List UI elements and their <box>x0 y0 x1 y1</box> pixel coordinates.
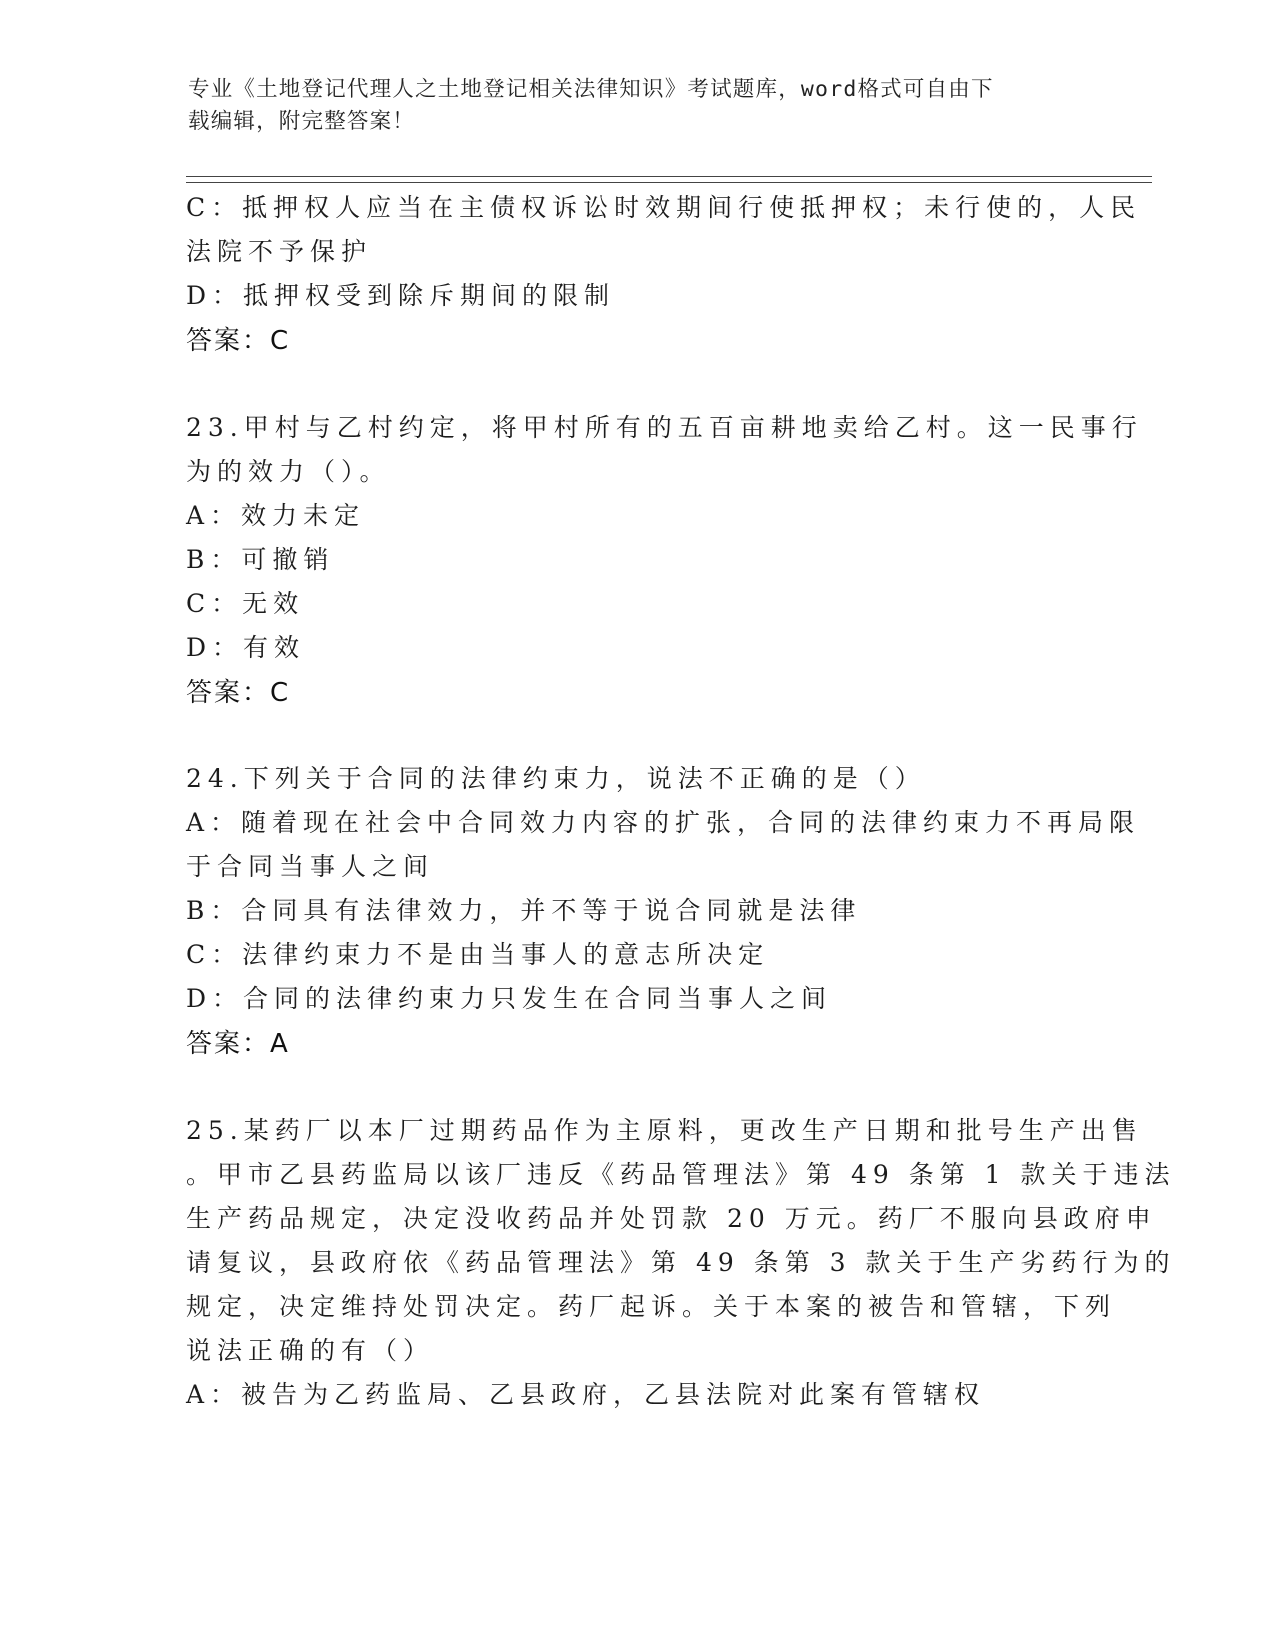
header-line-1: 专业《土地登记代理人之土地登记相关法律知识》考试题库，word格式可自由下 <box>188 77 994 102</box>
q23-answer: 答案：C <box>186 678 291 708</box>
q25-option-a: A：被告为乙药监局、乙县政府，乙县法院对此案有管辖权 <box>186 1380 986 1409</box>
q23-stem-line-1: 23.甲村与乙村约定，将甲村所有的五百亩耕地卖给乙村。这一民事行 <box>186 413 1143 442</box>
q25-stem-line-4: 请复议，县政府依《药品管理法》第 49 条第 3 款关于生产劣药行为的 <box>186 1248 1176 1277</box>
q24-option-d: D：合同的法律约束力只发生在合同当事人之间 <box>186 984 833 1013</box>
q24-option-b: B：合同具有法律效力，并不等于说合同就是法律 <box>186 896 862 925</box>
q25-stem-line-6: 说法正确的有（） <box>186 1336 435 1365</box>
q24-option-a-line-2: 于合同当事人之间 <box>186 852 435 881</box>
q22-answer: 答案：C <box>186 326 291 356</box>
header-line-2: 载编辑，附完整答案！ <box>188 109 416 134</box>
q23-option-b: B：可撤销 <box>186 545 335 574</box>
header-divider-top <box>186 176 1152 177</box>
document-header <box>188 74 1068 138</box>
header-divider-bottom <box>186 182 1152 183</box>
q25-stem-line-3: 生产药品规定，决定没收药品并处罚款 20 万元。药厂不服向县政府申 <box>186 1204 1157 1233</box>
q23-option-c: C：无效 <box>186 589 305 618</box>
q25-stem-line-2: 。甲市乙县药监局以该厂违反《药品管理法》第 49 条第 1 款关于违法 <box>186 1160 1176 1189</box>
q22-option-c-line-2: 法院不予保护 <box>186 237 373 266</box>
q25-stem-line-1: 25.某药厂以本厂过期药品作为主原料，更改生产日期和批号生产出售 <box>186 1116 1143 1145</box>
q23-stem-line-2: 为的效力（）。 <box>186 457 391 486</box>
q23-option-a: A：效力未定 <box>186 501 366 530</box>
q24-answer: 答案：A <box>186 1029 290 1059</box>
q24-option-c: C：法律约束力不是由当事人的意志所决定 <box>186 940 770 969</box>
q25-stem-line-5: 规定，决定维持处罚决定。药厂起诉。关于本案的被告和管辖，下列 <box>186 1292 1117 1321</box>
q22-option-c-line-1: C：抵押权人应当在主债权诉讼时效期间行使抵押权；未行使的，人民 <box>186 193 1142 222</box>
q22-option-d: D：抵押权受到除斥期间的限制 <box>186 281 616 310</box>
q24-stem-line-1: 24.下列关于合同的法律约束力，说法不正确的是（） <box>186 764 926 793</box>
q24-option-a-line-1: A：随着现在社会中合同效力内容的扩张，合同的法律约束力不再局限 <box>186 808 1141 837</box>
q23-option-d: D：有效 <box>186 633 306 662</box>
